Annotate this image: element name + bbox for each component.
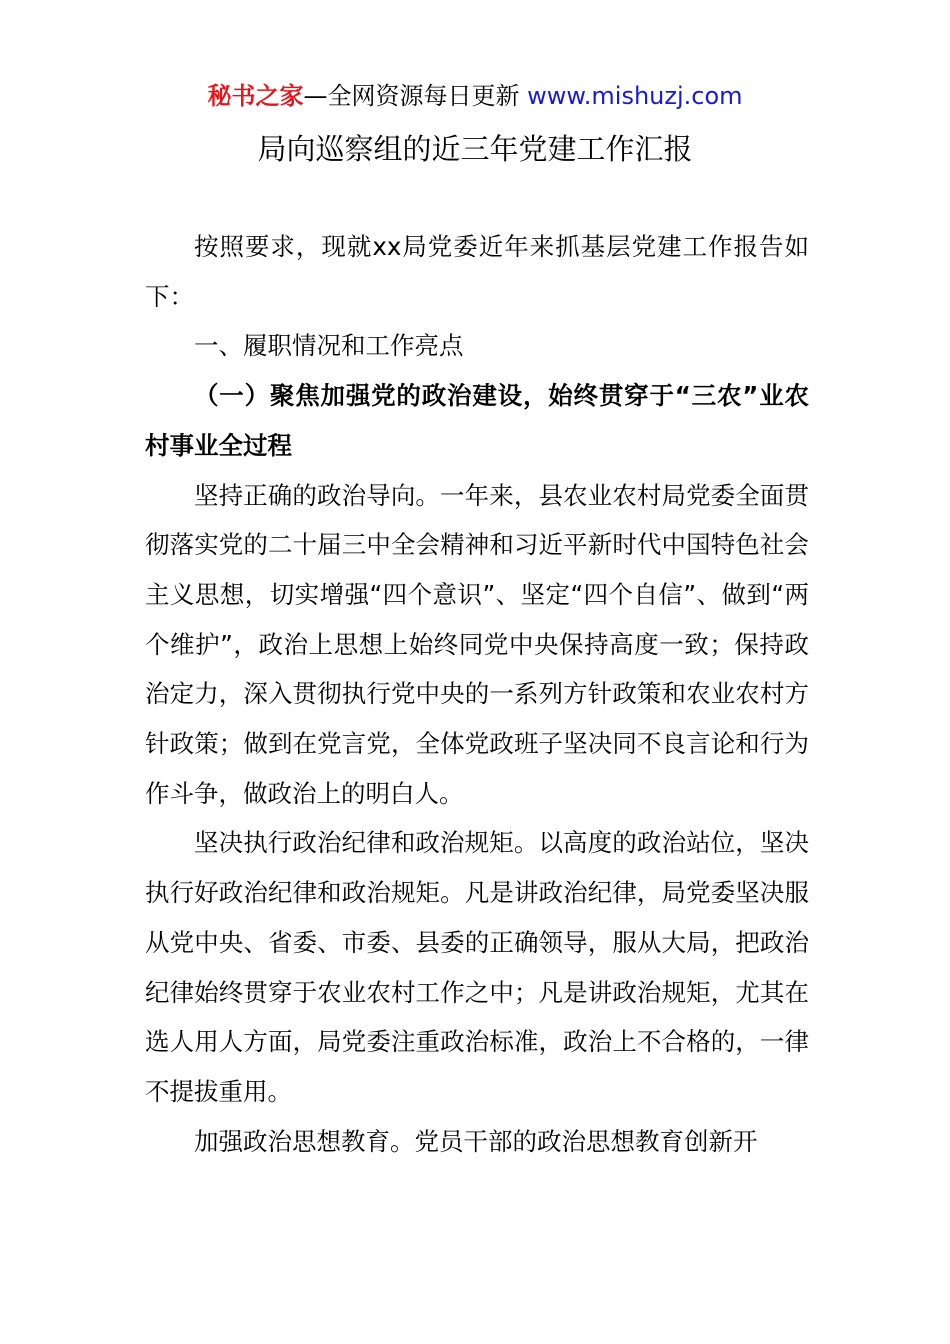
site-brand: 秘书之家 (207, 82, 304, 110)
paragraph-political-discipline: 坚决执行政治纪律和政治规矩。以高度的政治站位，坚决执行好政治纪律和政治规矩。凡是讲政治纪律，局党委坚决服从党中央、省委、市委、县委的正确领导，服从大局，把政治纪律始终贯穿于农业农村工作之中；凡是讲政治规矩，尤其在选人用人方面，局党委注重政治标准，政治上不合格的，一律不提拔重用。 (145, 828, 809, 1106)
subsection-heading: （一）聚焦加强党的政治建设，始终贯穿于“三农”业农村事业全过程 (145, 381, 809, 460)
document-title: 局向巡察组的近三年党建工作汇报 (257, 132, 693, 166)
site-slogan: —全网资源每日更新 (303, 82, 528, 110)
section-heading: 一、履职情况和工作亮点 (194, 331, 464, 361)
site-url-link[interactable]: www.mishuzj.com (527, 82, 743, 110)
paragraph-political-direction: 坚持正确的政治导向。一年来，县农业农村局党委全面贯彻落实党的二十届三中全会精神和习近平新时代中国特色社会主义思想，切实增强“四个意识”、坚定“四个自信”、做到“两个维护”，政治上思想上始终同党中央保持高度一致；保持政治定力，深入贯彻执行党中央的一系列方针政策和农业农村方针政策；做到在党言党，全体党政班子坚决同不良言论和行为作斗争，做政治上的明白人。 (145, 480, 809, 808)
paragraph-intro: 按照要求，现就xx局党委近年来抓基层党建工作报告如下： (145, 232, 809, 311)
site-header (0, 78, 950, 114)
document-body (145, 222, 809, 1166)
paragraph-political-education: 加强政治思想教育。党员干部的政治思想教育创新开 (194, 1126, 758, 1156)
